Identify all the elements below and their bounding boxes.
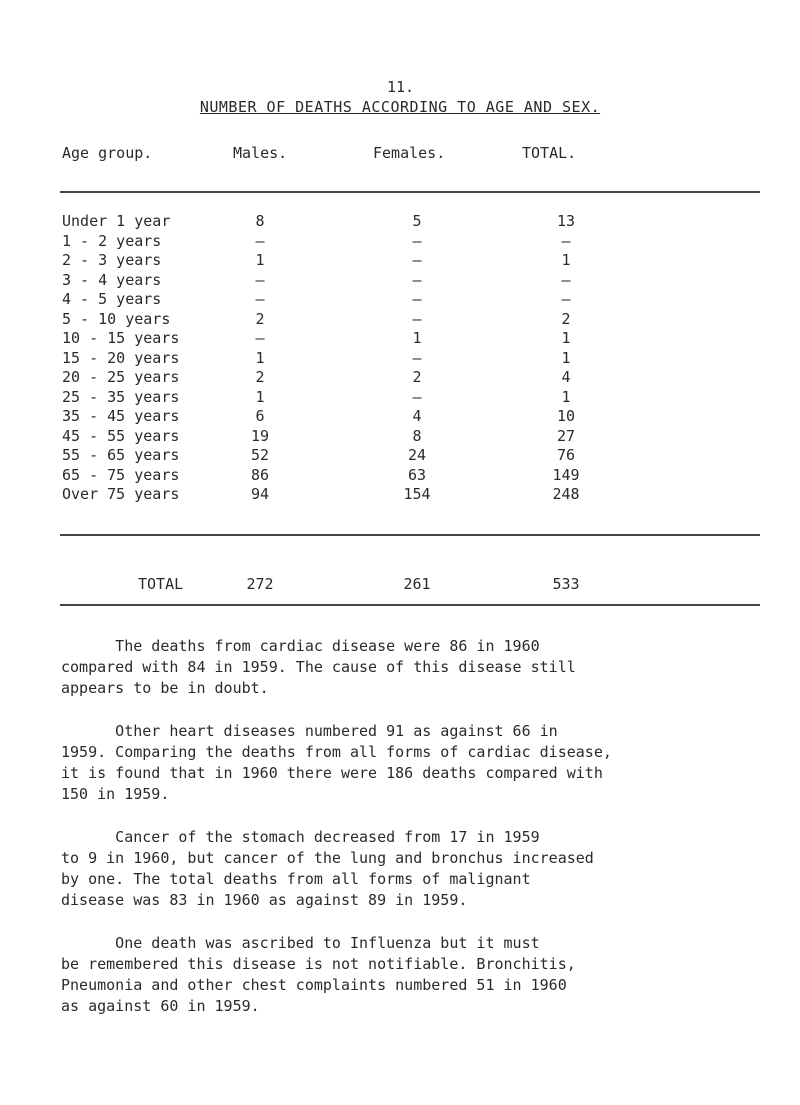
age-group-cell: 15 - 20 years bbox=[62, 348, 180, 367]
rule-before-total bbox=[60, 534, 760, 536]
females-cell: 8 bbox=[412, 426, 422, 445]
males-cell: 86 bbox=[250, 465, 270, 484]
males-cell: 2 bbox=[255, 368, 265, 386]
table-row bbox=[0, 251, 800, 270]
total-cell: 10 bbox=[556, 407, 576, 425]
table-row bbox=[0, 485, 800, 504]
paragraph-cancer: Cancer of the stomach decreased from 17 in 1959 to 9 in 1960, but cancer of the lung and bronchus increased by one. The total deaths from all forms of malignant disease was 83 in 1960 as against 89 in 1959. bbox=[61, 828, 594, 909]
total-label: TOTAL bbox=[138, 575, 184, 593]
paragraph-cardiac: The deaths from cardiac disease were 86 in 1960 compared with 84 in 1959. The cause of this disease still appears to be in doubt. bbox=[61, 637, 576, 697]
paragraph-influenza: One death was ascribed to Influenza but it must be remembered this disease is not notifiable. Bronchitis, Pneumonia and other chest complaints numbered 51 in 1960 as against 60 in 1959. bbox=[61, 934, 576, 1015]
males-cell: – bbox=[255, 231, 265, 250]
rule-top bbox=[60, 191, 760, 193]
males-cell: 1 bbox=[255, 348, 265, 367]
header-total: TOTAL. bbox=[522, 144, 577, 162]
age-group-cell: 3 - 4 years bbox=[62, 270, 162, 289]
total-cell: 1 bbox=[561, 251, 571, 269]
age-group-cell: 65 - 75 years bbox=[62, 465, 180, 484]
total-cell: 1 bbox=[561, 387, 571, 406]
age-group-cell: 4 - 5 years bbox=[62, 290, 162, 308]
total-cell: 27 bbox=[556, 426, 576, 445]
table-row bbox=[0, 407, 800, 426]
table-row bbox=[0, 388, 800, 407]
age-group-cell: Over 75 years bbox=[62, 485, 180, 503]
table-row bbox=[0, 290, 800, 309]
age-group-cell: 1 - 2 years bbox=[62, 231, 162, 250]
females-cell: 4 bbox=[412, 407, 422, 425]
header-females: Females. bbox=[373, 144, 446, 162]
table-row bbox=[0, 446, 800, 465]
page-number: 11. bbox=[387, 78, 415, 96]
females-cell: – bbox=[412, 270, 422, 289]
females-cell: – bbox=[412, 231, 422, 250]
table-title: NUMBER OF DEATHS ACCORDING TO AGE AND SEX. bbox=[199, 98, 601, 116]
table-row bbox=[0, 427, 800, 446]
females-cell: 63 bbox=[407, 465, 427, 484]
age-group-cell: Under 1 year bbox=[62, 212, 171, 230]
age-group-cell: 5 - 10 years bbox=[62, 309, 171, 328]
table-row bbox=[0, 212, 800, 231]
females-cell: – bbox=[412, 309, 422, 328]
females-cell: 154 bbox=[403, 485, 431, 503]
males-cell: 6 bbox=[255, 407, 265, 425]
females-cell: 5 bbox=[412, 212, 422, 230]
age-group-cell: 45 - 55 years bbox=[62, 426, 180, 445]
table-row bbox=[0, 329, 800, 348]
age-group-cell: 2 - 3 years bbox=[62, 251, 162, 269]
age-group-cell: 35 - 45 years bbox=[62, 407, 180, 425]
table-row bbox=[0, 368, 800, 387]
females-cell: 24 bbox=[407, 446, 427, 464]
header-age-group: Age group. bbox=[62, 144, 153, 162]
males-cell: 8 bbox=[255, 212, 265, 230]
males-cell: – bbox=[255, 270, 265, 289]
commentary bbox=[61, 636, 766, 1039]
females-cell: – bbox=[412, 251, 422, 269]
total-cell: – bbox=[561, 270, 571, 289]
total-cell: 4 bbox=[561, 368, 571, 386]
total-cell: – bbox=[561, 290, 571, 308]
age-group-cell: 10 - 15 years bbox=[62, 329, 180, 347]
females-cell: 2 bbox=[412, 368, 422, 386]
males-cell: 1 bbox=[255, 387, 265, 406]
males-cell: 1 bbox=[255, 251, 265, 269]
females-cell: 1 bbox=[412, 329, 422, 347]
total-cell: 2 bbox=[561, 309, 571, 328]
females-cell: – bbox=[412, 348, 422, 367]
total-cell: 149 bbox=[552, 465, 580, 484]
rule-after-total bbox=[60, 604, 760, 606]
age-group-cell: 20 - 25 years bbox=[62, 368, 180, 386]
males-cell: 52 bbox=[250, 446, 270, 464]
males-cell: – bbox=[255, 329, 265, 347]
males-cell: 94 bbox=[250, 485, 270, 503]
paragraph-other-heart: Other heart diseases numbered 91 as against 66 in 1959. Comparing the deaths from all forms of cardiac disease, it is found that in 1960 there were 186 deaths compared with 150 in 1959. bbox=[61, 722, 612, 803]
table-row bbox=[0, 271, 800, 290]
total-cell: 76 bbox=[556, 446, 576, 464]
females-cell: – bbox=[412, 387, 422, 406]
table-row bbox=[0, 310, 800, 329]
header-males: Males. bbox=[233, 144, 288, 162]
table-row bbox=[0, 232, 800, 251]
age-group-cell: 55 - 65 years bbox=[62, 446, 180, 464]
total-cell: – bbox=[561, 231, 571, 250]
age-group-cell: 25 - 35 years bbox=[62, 387, 180, 406]
total-cell: 248 bbox=[552, 485, 580, 503]
total-cell: 13 bbox=[556, 212, 576, 230]
table-row bbox=[0, 349, 800, 368]
total-cell: 1 bbox=[561, 348, 571, 367]
total-cell: 1 bbox=[561, 329, 571, 347]
males-cell: 19 bbox=[250, 426, 270, 445]
total-total: 533 bbox=[552, 575, 580, 593]
females-cell: – bbox=[412, 290, 422, 308]
table-row bbox=[0, 466, 800, 485]
males-cell: 2 bbox=[255, 309, 265, 328]
males-cell: – bbox=[255, 290, 265, 308]
total-females: 261 bbox=[403, 575, 431, 593]
total-males: 272 bbox=[246, 575, 274, 593]
